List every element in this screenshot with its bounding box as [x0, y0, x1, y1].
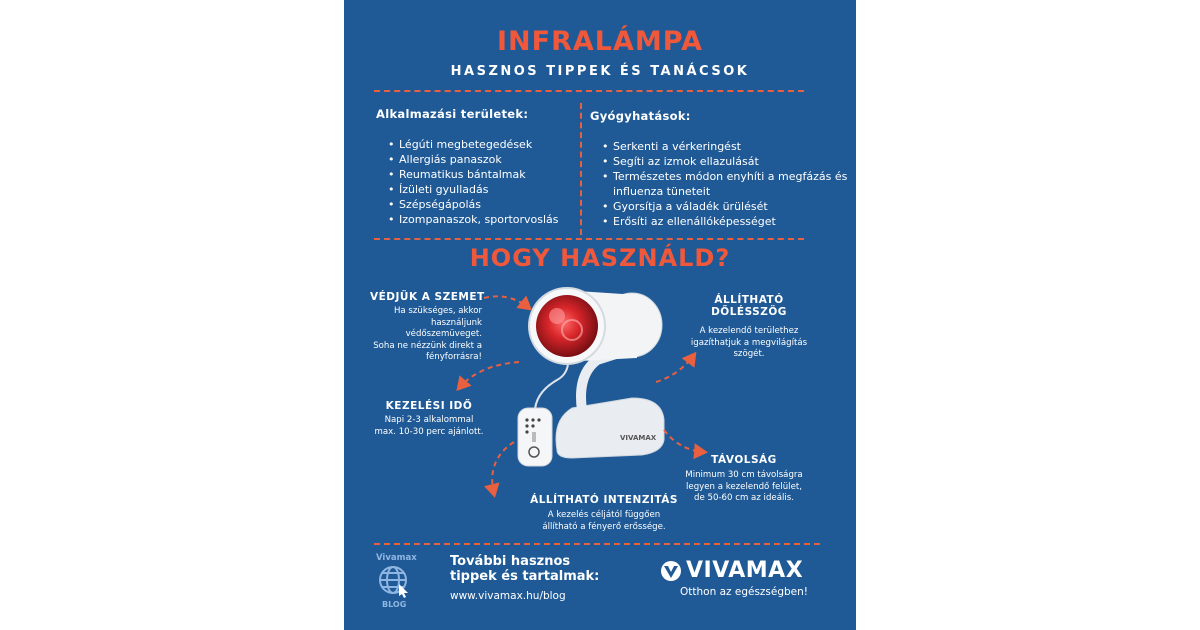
infographic-poster: [344, 0, 856, 630]
list-item: • Természetes módon enyhíti a megfázás és influenza tüneteit: [613, 169, 856, 199]
tip-line: igazíthatjuk a megvilágítás: [690, 337, 808, 348]
page-title: INFRALÁMPA: [497, 26, 703, 57]
vivamax-logo-icon: [660, 560, 684, 582]
tip-eyes-title: VÉDJÜK A SZEMET: [370, 291, 485, 303]
tip-distance-title: TÁVOLSÁG: [711, 454, 777, 466]
blog-label-top: Vivamax: [376, 553, 417, 563]
tip-arrows: [344, 0, 856, 630]
list-item: • Erősíti az ellenállóképességet: [613, 214, 856, 229]
list-item: • Ízületi gyulladás: [399, 182, 599, 197]
tip-line: használjunk védőszemüveget.: [405, 317, 482, 339]
blog-label-bottom: BLOG: [382, 600, 407, 609]
tip-line: szögét.: [733, 349, 765, 359]
tip-line: A kezelendő területhez: [699, 326, 799, 336]
tip-line: Soha ne nézzünk direkt a: [373, 340, 482, 351]
more-content-heading: [450, 554, 599, 584]
tip-title-line: DŐLÉSSZÖG: [711, 306, 787, 318]
list-item: • Segíti az izmok ellazulását: [613, 154, 856, 169]
list-item: • Reumatikus bántalmak: [399, 167, 599, 182]
tip-line: Ha szükséges, akkor: [393, 306, 482, 316]
list-item: • Serkenti a vérkeringést: [613, 139, 856, 154]
effects-heading: Gyógyhatások:: [590, 109, 691, 123]
arrow-intensity: [492, 442, 514, 494]
tip-line: állítható a fényerő erőssége.: [542, 521, 666, 532]
tip-line: fényforrásra!: [425, 352, 482, 362]
tip-line: max. 10-30 perc ajánlott.: [374, 426, 484, 437]
arrow-time: [459, 362, 519, 388]
brand-name: VIVAMAX: [686, 558, 804, 583]
tip-time-title: KEZELÉSI IDŐ: [385, 400, 473, 412]
arrow-distance: [664, 430, 704, 452]
tip-line: Napi 2-3 alkalommal: [384, 415, 474, 425]
tip-line: Minimum 30 cm távolságra: [685, 470, 803, 480]
more-line: További hasznos: [450, 554, 571, 569]
tip-line: de 50-60 cm az ideális.: [694, 493, 794, 503]
areas-heading: Alkalmazási területek:: [376, 107, 529, 121]
list-item: • Légúti megbetegedések: [399, 137, 599, 152]
tip-intensity-title: ÁLLÍTHATÓ INTENZITÁS: [530, 494, 678, 506]
arrow-tilt: [656, 355, 694, 382]
list-item: • Izompanaszok, sportorvoslás: [399, 212, 599, 227]
howto-heading: HOGY HASZNÁLD?: [469, 244, 731, 272]
more-line: tippek és tartalmak:: [450, 569, 600, 584]
list-item: • Szépségápolás: [399, 197, 599, 212]
tip-line: A kezelés céljától függően: [547, 510, 661, 520]
tip-title-line: ÁLLÍTHATÓ: [714, 294, 784, 306]
brand-slogan: Otthon az egészségben!: [680, 586, 809, 598]
globe-icon[interactable]: [377, 564, 411, 598]
lamp-brand-label: VIVAMAX: [620, 434, 657, 442]
arrow-eyes: [484, 296, 529, 308]
divider-bottom: [374, 543, 820, 545]
tip-line: legyen a kezelendő felület,: [686, 481, 802, 492]
page-subtitle: HASZNOS TIPPEK ÉS TANÁCSOK: [450, 64, 750, 79]
list-item: • Gyorsítja a váladék ürülését: [613, 199, 856, 214]
list-item: • Allergiás panaszok: [399, 152, 599, 167]
blog-url-link[interactable]: www.vivamax.hu/blog: [450, 590, 566, 602]
